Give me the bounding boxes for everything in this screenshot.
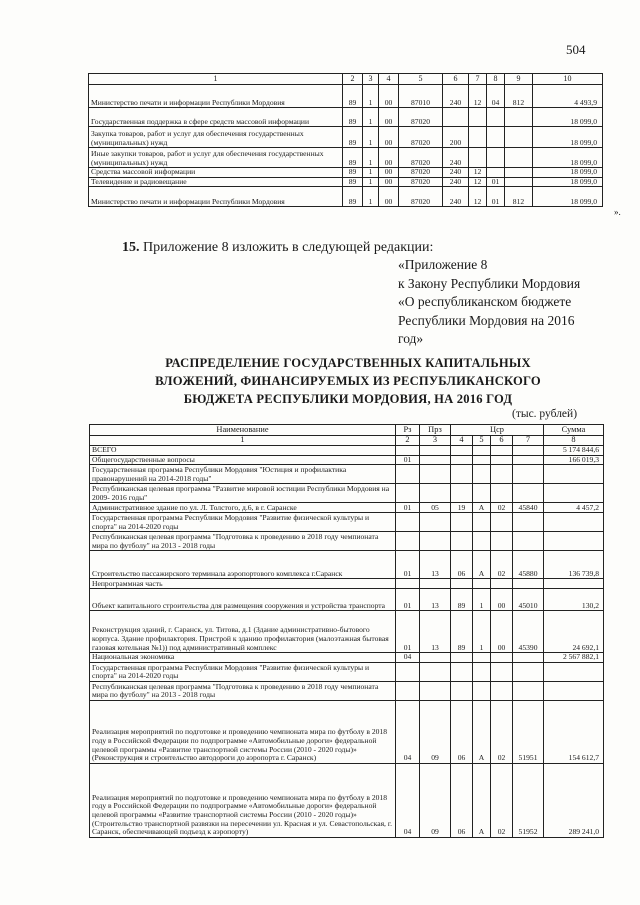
row-code: 1 — [363, 85, 379, 108]
page-number: 504 — [566, 42, 586, 57]
row-csr-group — [491, 579, 513, 589]
row-csr-subprogram: А — [473, 503, 491, 513]
table-row — [89, 168, 603, 178]
row-csr-group: 02 — [491, 503, 513, 513]
amendment-item-15 — [122, 240, 433, 256]
row-csr-direction — [513, 681, 544, 700]
row-name: Непрограммная часть — [90, 579, 396, 589]
row-csr-direction: 51952 — [513, 763, 544, 837]
row-prz: 09 — [420, 700, 451, 763]
row-rz — [396, 579, 420, 589]
table-row — [90, 532, 604, 551]
row-csr-direction: 45390 — [513, 611, 544, 653]
table-row — [90, 503, 604, 513]
row-csr-subprogram — [473, 662, 491, 681]
col-number: 1 — [90, 436, 396, 446]
row-csr-program — [451, 579, 473, 589]
row-csr-subprogram — [473, 653, 491, 663]
row-csr-group: 00 — [491, 589, 513, 611]
table-row — [90, 513, 604, 532]
col-header: 2 — [343, 74, 363, 85]
row-amount: 18 099,0 — [533, 177, 603, 187]
row-csr-direction — [513, 513, 544, 532]
table-row — [90, 484, 604, 503]
row-csr-program — [451, 662, 473, 681]
row-amount: 18 099,0 — [533, 187, 603, 207]
row-rz: 01 — [396, 551, 420, 579]
annex-line: «Приложение 8 — [398, 257, 488, 272]
table-row — [90, 763, 604, 837]
row-rz — [396, 465, 420, 484]
row-code: 1 — [363, 187, 379, 207]
row-amount: 18 099,0 — [533, 127, 603, 148]
row-name: Республиканская целевая программа "Развитие мировой юстиции Республики Мордовия на 2009- 2016 годы" — [90, 484, 396, 503]
table-row — [90, 465, 604, 484]
row-csr-program — [451, 513, 473, 532]
row-amount — [544, 579, 604, 589]
row-csr-direction: 45010 — [513, 589, 544, 611]
row-code: 89 — [343, 148, 363, 168]
row-amount: 2 567 882,1 — [544, 653, 604, 663]
row-name: Республиканская целевая программа "Подготовка к проведению в 2018 году чемпионата мира по футболу" на 2013 - 2018 годы — [90, 681, 396, 700]
row-amount: 18 099,0 — [533, 168, 603, 178]
row-csr-program — [451, 465, 473, 484]
annex-line: год» — [398, 331, 424, 346]
row-amount: 136 739,8 — [544, 551, 604, 579]
row-amount — [544, 681, 604, 700]
row-csr-subprogram: А — [473, 700, 491, 763]
annex-line: к Закону Республики Мордовия — [398, 275, 581, 291]
table-row — [89, 85, 603, 108]
row-code: 01 — [487, 187, 505, 207]
row-csr-direction — [513, 446, 544, 456]
row-code: 12 — [469, 85, 487, 108]
table-row — [90, 662, 604, 681]
row-code: 240 — [443, 85, 469, 108]
col-number: 8 — [544, 436, 604, 446]
row-prz: 13 — [420, 589, 451, 611]
row-code: 240 — [443, 187, 469, 207]
row-csr-direction — [513, 484, 544, 503]
row-prz — [420, 532, 451, 551]
row-csr-group — [491, 532, 513, 551]
row-csr-group — [491, 653, 513, 663]
row-code: 240 — [443, 168, 469, 178]
row-name: Административное здание по ул. Л. Толстого, д.6, в г. Саранске — [90, 503, 396, 513]
row-csr-direction — [513, 579, 544, 589]
table-row — [90, 653, 604, 663]
row-csr-group — [491, 446, 513, 456]
table-row — [89, 108, 603, 127]
row-prz: 13 — [420, 611, 451, 653]
row-csr-group: 00 — [491, 611, 513, 653]
row-prz: 09 — [420, 763, 451, 837]
row-amount: 166 019,3 — [544, 455, 604, 465]
col-header-sum: Сумма — [544, 425, 604, 436]
row-code — [505, 108, 533, 127]
row-csr-direction — [513, 653, 544, 663]
row-csr-group — [491, 465, 513, 484]
row-prz: 13 — [420, 551, 451, 579]
row-csr-program: 89 — [451, 589, 473, 611]
row-csr-direction: 45880 — [513, 551, 544, 579]
row-code: 87020 — [399, 168, 443, 178]
row-amount — [544, 513, 604, 532]
row-prz — [420, 465, 451, 484]
row-code: 1 — [363, 127, 379, 148]
table-row — [90, 446, 604, 456]
row-code: 200 — [443, 127, 469, 148]
row-code: 12 — [469, 168, 487, 178]
annex-line: «О республиканском бюджете — [398, 294, 572, 309]
row-name: Государственная программа Республики Мордовия "Развитие физической культуры и спорта" на 2014-2020 годы — [90, 662, 396, 681]
row-rz: 04 — [396, 700, 420, 763]
table-row — [90, 611, 604, 653]
row-amount: 4 457,2 — [544, 503, 604, 513]
row-name: Иные закупки товаров, работ и услуг для обеспечения государственных (муниципальных) нужд — [89, 148, 343, 168]
row-prz — [420, 484, 451, 503]
row-code: 89 — [343, 108, 363, 127]
row-csr-direction — [513, 455, 544, 465]
row-code — [487, 108, 505, 127]
row-csr-direction — [513, 532, 544, 551]
row-rz — [396, 484, 420, 503]
table-row — [90, 551, 604, 579]
row-csr-direction: 45840 — [513, 503, 544, 513]
row-csr-program — [451, 681, 473, 700]
row-code — [505, 148, 533, 168]
col-header: 5 — [399, 74, 443, 85]
row-csr-program — [451, 455, 473, 465]
row-csr-subprogram — [473, 484, 491, 503]
row-code — [469, 127, 487, 148]
annex-line: Республики Мордовия на 2016 — [398, 312, 575, 328]
row-code — [487, 168, 505, 178]
row-code: 812 — [505, 187, 533, 207]
col-header: 1 — [89, 74, 343, 85]
table-row — [89, 148, 603, 168]
table-row — [89, 127, 603, 148]
row-amount: 289 241,0 — [544, 763, 604, 837]
col-number: 3 — [420, 436, 451, 446]
col-header-csr: Цср — [451, 425, 544, 436]
row-rz: 04 — [396, 763, 420, 837]
row-amount: 24 692,1 — [544, 611, 604, 653]
budget-table-continuation — [88, 73, 603, 207]
row-code: 87020 — [399, 187, 443, 207]
row-code: 1 — [363, 168, 379, 178]
annex-header — [398, 256, 580, 349]
row-name: Государственная программа Республики Мордовия "Развитие физической культуры и спорта" на 2014-2020 годы — [90, 513, 396, 532]
row-amount — [544, 532, 604, 551]
row-name: Государственная поддержка в сфере средств массовой информации — [89, 108, 343, 127]
row-csr-program: 19 — [451, 503, 473, 513]
row-code: 12 — [469, 187, 487, 207]
row-csr-group — [491, 681, 513, 700]
row-code — [469, 108, 487, 127]
row-code: 89 — [343, 85, 363, 108]
row-csr-subprogram — [473, 513, 491, 532]
col-header-prz: Прз — [420, 425, 451, 436]
row-code: 00 — [379, 127, 399, 148]
row-rz — [396, 662, 420, 681]
row-code — [505, 127, 533, 148]
row-csr-program — [451, 484, 473, 503]
row-code — [487, 127, 505, 148]
row-name: Реализация мероприятий по подготовке и проведению чемпионата мира по футболу в 2018 году в Российской Федерации по подпрограмме «Автомобильные дороги» федеральной целевой программы «Развитие транспортной системы России (2010 - 2020 годы)» (Строительство транспортной развязки на пересечении ул. Красная и ул. Севастопольская, г. Саранск, обеспечивающей подъезд к аэропорту) — [90, 763, 396, 837]
table-row — [90, 455, 604, 465]
row-rz: 01 — [396, 455, 420, 465]
row-code: 00 — [379, 187, 399, 207]
row-code: 01 — [487, 177, 505, 187]
col-number: 4 — [451, 436, 473, 446]
document-title — [128, 354, 568, 408]
row-code — [487, 148, 505, 168]
row-csr-program: 06 — [451, 551, 473, 579]
row-prz — [420, 446, 451, 456]
row-code: 00 — [379, 85, 399, 108]
row-amount: 4 493,9 — [533, 85, 603, 108]
table-row — [90, 579, 604, 589]
row-csr-subprogram: 1 — [473, 611, 491, 653]
title-line: РАСПРЕДЕЛЕНИЕ ГОСУДАРСТВЕННЫХ КАПИТАЛЬНЫХ — [165, 356, 531, 370]
row-prz — [420, 681, 451, 700]
row-csr-subprogram: А — [473, 763, 491, 837]
row-name: Министерство печати и информации Республики Мордовия — [89, 85, 343, 108]
row-code — [443, 108, 469, 127]
title-line: БЮДЖЕТА РЕСПУБЛИКИ МОРДОВИЯ, НА 2016 ГОД — [183, 392, 513, 406]
row-code: 89 — [343, 177, 363, 187]
row-code: 00 — [379, 168, 399, 178]
row-csr-group: 02 — [491, 700, 513, 763]
col-number: 2 — [396, 436, 420, 446]
row-name: Средства массовой информации — [89, 168, 343, 178]
row-prz — [420, 653, 451, 663]
row-prz — [420, 513, 451, 532]
col-number: 6 — [491, 436, 513, 446]
row-code: 1 — [363, 148, 379, 168]
row-csr-subprogram — [473, 446, 491, 456]
closing-quote: ». — [614, 207, 621, 217]
row-name: Реализация мероприятий по подготовке и проведению чемпионата мира по футболу в 2018 году в Российской Федерации по подпрограмме «Автомобильные дороги» федеральной целевой программы «Развитие транспортной системы России (2010 - 2020 годы)» (Реконструкция и строительство автодороги до аэропорта г. Саранск) — [90, 700, 396, 763]
row-amount: 5 174 844,6 — [544, 446, 604, 456]
row-csr-subprogram — [473, 455, 491, 465]
table-row — [90, 681, 604, 700]
capital-investments-table — [89, 424, 604, 838]
col-header-name: Наименование — [90, 425, 396, 436]
row-code: 1 — [363, 177, 379, 187]
col-number: 5 — [473, 436, 491, 446]
row-code: 87020 — [399, 177, 443, 187]
row-code: 87010 — [399, 85, 443, 108]
row-prz — [420, 579, 451, 589]
row-code: 89 — [343, 127, 363, 148]
row-rz: 04 — [396, 653, 420, 663]
row-code — [505, 168, 533, 178]
row-rz — [396, 681, 420, 700]
units-label: (тыс. рублей) — [512, 408, 578, 420]
row-csr-group — [491, 455, 513, 465]
row-prz: 05 — [420, 503, 451, 513]
row-csr-group: 02 — [491, 763, 513, 837]
row-csr-program — [451, 446, 473, 456]
row-csr-direction — [513, 465, 544, 484]
row-rz — [396, 532, 420, 551]
row-csr-group — [491, 484, 513, 503]
row-rz: 01 — [396, 611, 420, 653]
title-line: ВЛОЖЕНИЙ, ФИНАНСИРУЕМЫХ ИЗ РЕСПУБЛИКАНСКОГО — [155, 374, 541, 388]
col-header: 4 — [379, 74, 399, 85]
row-csr-program: 89 — [451, 611, 473, 653]
row-code — [469, 148, 487, 168]
row-name: Закупка товаров, работ и услуг для обеспечения государственных (муниципальных) нужд — [89, 127, 343, 148]
row-amount — [544, 662, 604, 681]
row-code: 87020 — [399, 127, 443, 148]
row-name: Строительство пассажирского терминала аэропортового комплекса г.Саранск — [90, 551, 396, 579]
row-code: 00 — [379, 108, 399, 127]
row-code: 87020 — [399, 108, 443, 127]
col-header: 7 — [469, 74, 487, 85]
col-header-rz: Рз — [396, 425, 420, 436]
row-code: 812 — [505, 85, 533, 108]
row-csr-subprogram: А — [473, 551, 491, 579]
row-csr-program — [451, 532, 473, 551]
header-row — [89, 74, 603, 85]
table-row — [89, 187, 603, 207]
row-code: 87020 — [399, 148, 443, 168]
row-code: 240 — [443, 177, 469, 187]
row-code: 04 — [487, 85, 505, 108]
row-csr-subprogram — [473, 532, 491, 551]
row-amount: 130,2 — [544, 589, 604, 611]
row-csr-subprogram — [473, 681, 491, 700]
row-csr-group — [491, 662, 513, 681]
row-name: Общегосударственные вопросы — [90, 455, 396, 465]
table-row — [90, 700, 604, 763]
col-header: 6 — [443, 74, 469, 85]
row-csr-subprogram — [473, 465, 491, 484]
row-code: 12 — [469, 177, 487, 187]
row-rz — [396, 446, 420, 456]
row-csr-group — [491, 513, 513, 532]
row-name: ВСЕГО — [90, 446, 396, 456]
row-amount: 18 099,0 — [533, 148, 603, 168]
col-header: 10 — [533, 74, 603, 85]
row-name: Реконструкция зданий, г. Саранск, ул. Титова, д.1 (Здание административно-бытового корпуса. Здание профилактория. Пристрой к зданию профилактория (малоэтажная бытовая газовая котельная №1)) под административный комплекс — [90, 611, 396, 653]
row-csr-group: 02 — [491, 551, 513, 579]
row-rz — [396, 513, 420, 532]
row-code: 240 — [443, 148, 469, 168]
row-csr-program — [451, 653, 473, 663]
row-amount: 18 099,0 — [533, 108, 603, 127]
row-code: 1 — [363, 108, 379, 127]
row-amount — [544, 465, 604, 484]
row-csr-program: 06 — [451, 700, 473, 763]
row-name: Объект капитального строительства для размещения сооружения и устройства транспорта — [90, 589, 396, 611]
row-amount — [544, 484, 604, 503]
col-header: 8 — [487, 74, 505, 85]
row-name: Телевидение и радиовещание — [89, 177, 343, 187]
row-name: Республиканская целевая программа "Подготовка к проведению в 2018 году чемпионата мира по футболу" на 2013 - 2018 годы — [90, 532, 396, 551]
table-row — [90, 589, 604, 611]
row-name: Государственная программа Республики Мордовия "Юстиция и профилактика правонарушений на 2014-2018 годы" — [90, 465, 396, 484]
row-rz: 01 — [396, 589, 420, 611]
row-code: 89 — [343, 187, 363, 207]
row-name: Министерство печати и информации Республики Мордовия — [89, 187, 343, 207]
row-code: 89 — [343, 168, 363, 178]
col-number: 7 — [513, 436, 544, 446]
row-csr-direction: 51951 — [513, 700, 544, 763]
row-prz — [420, 455, 451, 465]
row-prz — [420, 662, 451, 681]
row-csr-subprogram: 1 — [473, 589, 491, 611]
row-csr-subprogram — [473, 579, 491, 589]
row-csr-program: 06 — [451, 763, 473, 837]
row-code: 00 — [379, 148, 399, 168]
row-code: 00 — [379, 177, 399, 187]
item-text: Приложение 8 изложить в следующей редакции: — [143, 240, 434, 255]
row-name: Национальная экономика — [90, 653, 396, 663]
item-number: 15. — [122, 240, 140, 255]
col-header: 9 — [505, 74, 533, 85]
row-amount: 154 612,7 — [544, 700, 604, 763]
col-header: 3 — [363, 74, 379, 85]
row-code — [505, 177, 533, 187]
row-rz: 01 — [396, 503, 420, 513]
row-csr-direction — [513, 662, 544, 681]
table-row — [89, 177, 603, 187]
